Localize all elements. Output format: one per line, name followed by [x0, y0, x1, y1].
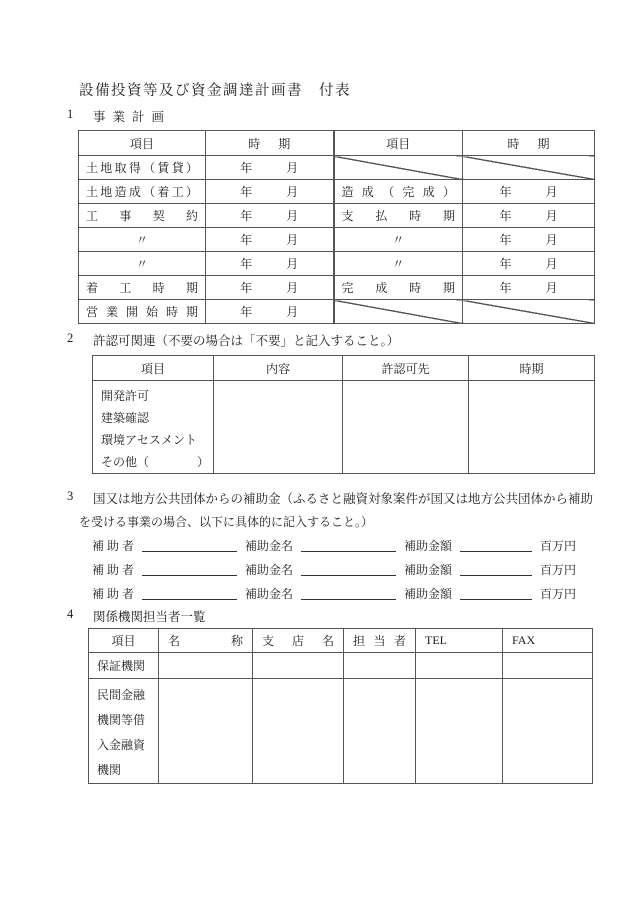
org-label-cell: 保証機関: [89, 653, 159, 679]
col-header-time-left: 時期: [206, 131, 334, 156]
diagonal-blocked-cell: [334, 300, 463, 324]
time-input-cell[interactable]: [463, 180, 595, 204]
year-label: 年: [499, 209, 512, 223]
col-header-authority: 許認可先: [343, 356, 469, 381]
branch-input-cell[interactable]: [253, 679, 344, 784]
business-plan-table: [78, 130, 595, 324]
time-input-cell[interactable]: [463, 276, 595, 300]
month-label: 月: [545, 257, 558, 271]
subsidy-name-label: 補助金名: [245, 539, 294, 553]
subsidy-entry-row: [92, 537, 576, 554]
content-input-cell[interactable]: [214, 381, 343, 474]
time-input-cell[interactable]: [206, 300, 334, 324]
unit-label: 百万円: [540, 563, 577, 577]
subsidy-amount-label: 補助金額: [404, 563, 453, 577]
page-title: 設備投資等及び資金調達計画書 付表: [79, 83, 351, 99]
year-label: 年: [240, 161, 253, 175]
permit-item: 建築確認: [101, 411, 150, 425]
time-input-cell[interactable]: [206, 156, 334, 180]
time-input-cell[interactable]: [469, 381, 595, 474]
col-header-tel: TEL: [416, 629, 503, 653]
subsidy-name-input-line[interactable]: [301, 575, 396, 576]
permit-items-cell: [93, 381, 214, 474]
diagonal-blocked-cell: [463, 300, 595, 324]
item-cell: 土地造成（着工）: [79, 180, 206, 204]
table-row: [89, 679, 593, 784]
authority-input-cell[interactable]: [343, 381, 469, 474]
subsidy-name-label: 補助金名: [245, 587, 294, 601]
item-cell: 営業開始時期: [79, 300, 206, 324]
section-3-title-line2: を受ける事業の場合、以下に具体的に記入すること。）: [79, 515, 374, 529]
subsidy-amount-input-line[interactable]: [460, 551, 532, 552]
section-3-title-line1: 国又は地方公共団体からの補助金（ふるさと融資対象案件が国又は地方公共団体から補助: [93, 492, 594, 506]
time-input-cell[interactable]: [206, 276, 334, 300]
subsidy-name-label: 補助金名: [245, 563, 294, 577]
month-label: 月: [545, 185, 558, 199]
time-input-cell[interactable]: [206, 180, 334, 204]
ditto-cell: 〃: [334, 252, 463, 276]
subsidizer-input-line[interactable]: [142, 551, 237, 552]
permits-table: [92, 355, 595, 474]
year-label: 年: [240, 305, 253, 319]
time-input-cell[interactable]: [206, 228, 334, 252]
col-header-fax: FAX: [503, 629, 593, 653]
unit-label: 百万円: [540, 587, 577, 601]
section-2-title: 許認可関連（不要の場合は「不要」と記入すること。）: [93, 334, 400, 348]
year-label: 年: [499, 233, 512, 247]
time-input-cell[interactable]: [206, 252, 334, 276]
contact-person-input-cell[interactable]: [344, 679, 416, 784]
year-label: 年: [240, 233, 253, 247]
diagonal-blocked-cell: [334, 156, 463, 180]
item-cell: 造成（完成）: [334, 180, 463, 204]
subsidy-amount-label: 補助金額: [404, 539, 453, 553]
year-label: 年: [240, 209, 253, 223]
org-label-line: 機関等借: [97, 713, 146, 727]
col-header-item: 項目: [93, 356, 214, 381]
subsidy-name-input-line[interactable]: [301, 599, 396, 600]
time-input-cell[interactable]: [206, 204, 334, 228]
table-row: [89, 653, 593, 679]
col-header-item: 項目: [89, 629, 159, 653]
subsidizer-input-line[interactable]: [142, 599, 237, 600]
subsidy-name-input-line[interactable]: [301, 551, 396, 552]
year-label: 年: [499, 257, 512, 271]
month-label: 月: [545, 209, 558, 223]
subsidy-entry-row: [92, 561, 576, 578]
ditto-cell: 〃: [79, 228, 206, 252]
subsidy-amount-input-line[interactable]: [460, 599, 532, 600]
col-header-item-right: 項目: [334, 131, 463, 156]
table-row: [79, 180, 595, 204]
col-header-item-left: 項目: [79, 131, 206, 156]
name-input-cell[interactable]: [159, 653, 253, 679]
table-row: [79, 276, 595, 300]
tel-input-cell[interactable]: [416, 653, 503, 679]
subsidizer-label: 補 助 者: [92, 539, 135, 553]
year-label: 年: [499, 185, 512, 199]
year-label: 年: [240, 281, 253, 295]
name-input-cell[interactable]: [159, 679, 253, 784]
time-input-cell[interactable]: [463, 204, 595, 228]
subsidy-amount-label: 補助金額: [404, 587, 453, 601]
subsidizer-label: 補 助 者: [92, 563, 135, 577]
table-row: [79, 228, 595, 252]
time-input-cell[interactable]: [463, 228, 595, 252]
time-input-cell[interactable]: [463, 252, 595, 276]
item-cell: 土地取得（賃貸）: [79, 156, 206, 180]
month-label: 月: [286, 209, 299, 223]
item-cell: 支払時期: [334, 204, 463, 228]
permit-item: 開発許可: [101, 389, 150, 403]
branch-input-cell[interactable]: [253, 653, 344, 679]
month-label: 月: [286, 257, 299, 271]
col-header-name: 名称: [159, 629, 253, 653]
section-4-number: 4: [67, 607, 74, 621]
table-row: [93, 381, 595, 474]
subsidy-entry-row: [92, 585, 576, 602]
item-cell: 完成時期: [334, 276, 463, 300]
section-3-heading: [67, 489, 593, 507]
month-label: 月: [286, 185, 299, 199]
month-label: 月: [545, 233, 558, 247]
tel-input-cell[interactable]: [416, 679, 503, 784]
col-header-contact-person: 担当者: [344, 629, 416, 653]
table-row: [79, 252, 595, 276]
section-1-title: 事業計画: [93, 110, 172, 124]
year-label: 年: [499, 281, 512, 295]
year-label: 年: [240, 185, 253, 199]
ditto-cell: 〃: [334, 228, 463, 252]
org-label-cell: [89, 679, 159, 784]
ditto-cell: 〃: [79, 252, 206, 276]
section-1-number: 1: [67, 107, 74, 121]
month-label: 月: [286, 281, 299, 295]
contact-person-input-cell[interactable]: [344, 653, 416, 679]
contacts-table: [88, 628, 593, 784]
item-cell: 工事契約: [79, 204, 206, 228]
diagonal-blocked-cell: [463, 156, 595, 180]
table-row: [79, 204, 595, 228]
org-label-line: 民間金融: [97, 688, 146, 702]
month-label: 月: [286, 161, 299, 175]
permit-item: 環境アセスメント: [101, 433, 197, 447]
month-label: 月: [286, 233, 299, 247]
table-row: [79, 156, 595, 180]
section-3-number: 3: [67, 489, 74, 503]
col-header-time: 時期: [469, 356, 595, 381]
subsidy-amount-input-line[interactable]: [460, 575, 532, 576]
table-row: [79, 300, 595, 324]
section-2-heading: [67, 331, 399, 349]
org-label-line: 入金融資: [97, 738, 146, 752]
section-4-heading: [67, 607, 206, 625]
section-2-number: 2: [67, 331, 74, 345]
permit-item: その他（ ）: [101, 455, 210, 469]
subsidizer-label: 補 助 者: [92, 587, 135, 601]
year-label: 年: [240, 257, 253, 271]
subsidizer-input-line[interactable]: [142, 575, 237, 576]
org-label-line: 機関: [97, 763, 122, 777]
unit-label: 百万円: [540, 539, 577, 553]
fax-input-cell[interactable]: [503, 653, 593, 679]
col-header-branch: 支店名: [253, 629, 344, 653]
fax-input-cell[interactable]: [503, 679, 593, 784]
month-label: 月: [286, 305, 299, 319]
item-cell: 着工時期: [79, 276, 206, 300]
section-4-title: 関係機関担当者一覧: [93, 610, 206, 624]
col-header-content: 内容: [214, 356, 343, 381]
section-1-heading: [67, 107, 171, 125]
month-label: 月: [545, 281, 558, 295]
col-header-time-right: 時期: [463, 131, 595, 156]
